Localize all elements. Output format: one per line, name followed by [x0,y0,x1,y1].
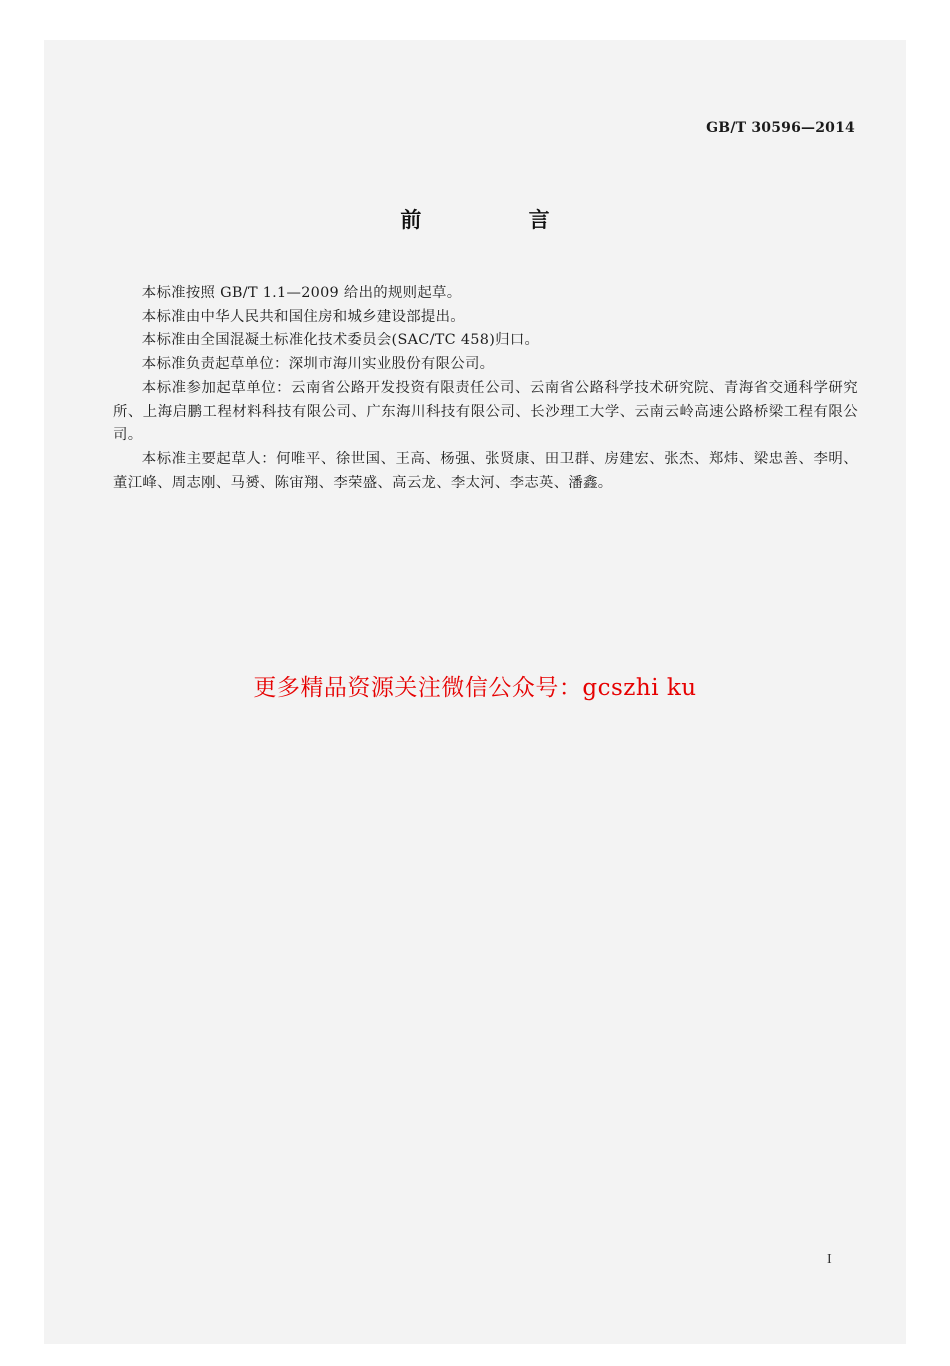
paragraph-drafting-rules: 本标准按照 GB/T 1.1—2009 给出的规则起草。 [141,285,462,301]
paragraph-committee: 本标准由全国混凝土标准化技术委员会(SAC/TC 458)归口。 [141,332,540,349]
paragraph-lead-drafter: 本标准负责起草单位：深圳市海川实业股份有限公司。 [141,356,495,373]
page-title: 前 言 [400,208,600,232]
page-number: I [827,1252,832,1267]
standard-number: GB/T 30596—2014 [706,120,855,136]
paragraph-main-drafters: 本标准主要起草人：何唯平、徐世国、王高、杨强、张贤康、田卫群、房建宏、张杰、郑炜、梁忠善、李明、董江峰、周志刚、马赟、陈宙翔、李荣盛、高云龙、李太河、李志英、潘鑫。 [113,450,858,491]
foreword-body [113,282,858,495]
paragraph-participating-units: 本标准参加起草单位：云南省公路开发投资有限责任公司、云南省公路科学技术研究院、青海省交通科学研究所、上海启鹏工程材料科技有限公司、广东海川科技有限公司、长沙理工大学、云南云岭高速公路桥梁工程有限公司。 [113,379,858,444]
paragraph-proposer: 本标准由中华人民共和国住房和城乡建设部提出。 [141,308,465,325]
watermark-text: 更多精品资源关注微信公众号：gcszhi ku [253,675,697,701]
